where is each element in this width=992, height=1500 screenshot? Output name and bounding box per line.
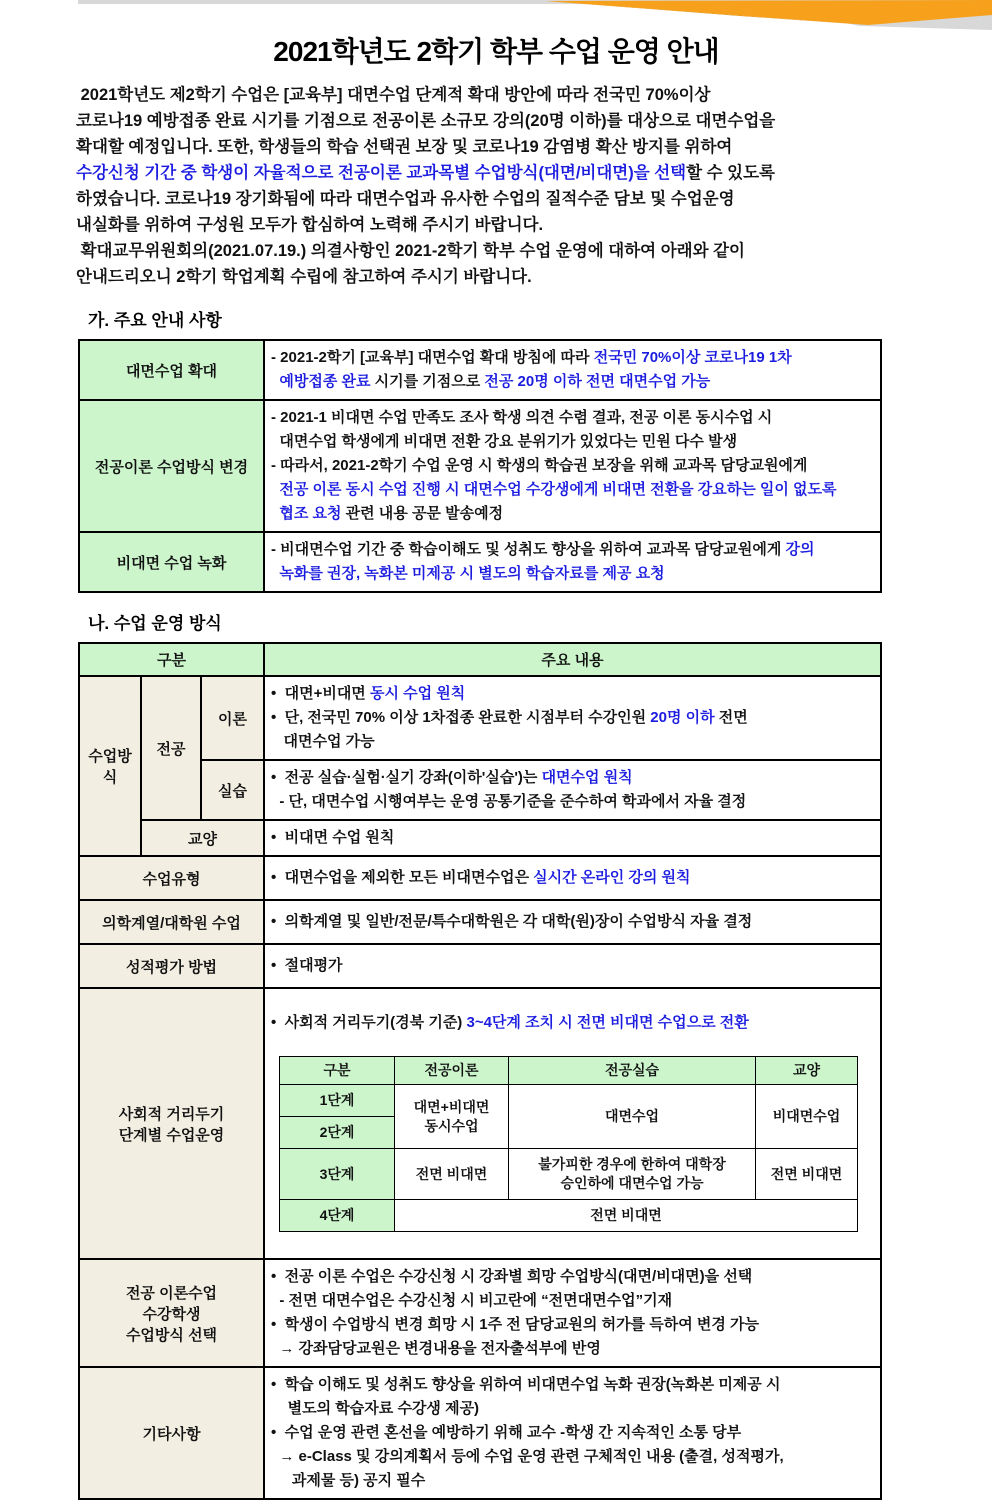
subtable-header-category: 구분	[280, 1057, 395, 1085]
subtable-row-stage1	[280, 1085, 858, 1117]
key-notice-table	[78, 339, 882, 593]
operation-table	[78, 642, 882, 1500]
notice-label-face-to-face-expansion: 대면수업 확대	[79, 340, 264, 400]
content-distancing	[264, 988, 881, 1259]
operation-row-selection	[79, 1259, 881, 1367]
operation-header-category: 구분	[79, 643, 264, 676]
notice-row-method-change	[79, 400, 881, 532]
subtable-label-stage3: 3단계	[280, 1149, 395, 1200]
content-medical: • 의학계열 및 일반/전문/특수대학원은 각 대학(원)장이 수업방식 자율 결정	[264, 900, 881, 944]
subtable-cell-stage12-theory: 대면+비대면 동시수업	[395, 1085, 509, 1149]
section-a-heading: 가. 주요 안내 사항	[88, 311, 222, 330]
content-grading: • 절대평가	[264, 944, 881, 988]
content-liberal-arts: • 비대면 수업 원칙	[264, 820, 881, 856]
notice-row-recording	[79, 532, 881, 592]
label-liberal-arts: 교양	[141, 820, 264, 856]
content-class-type: • 대면수업을 제외한 모든 비대면수업은 실시간 온라인 강의 원칙	[264, 856, 881, 900]
notice-content-method-change: - 2021-1 비대면 수업 만족도 조사 학생 의견 수렴 결과, 전공 이론 동시수업 시 대면수업 학생에게 비대면 전환 강요 분위기가 있었다는 민원 다수 발생 - 따라서, 2021-2학기 수업 운영 시 학생의 학습권 보장을 위해 교과목 담당교원에게 전공 이론 동시 수업 진행 시 대면수업 수강생에게 비대면 전환을 강요하는 일이 없도록 협조 요청 관련 내용 공문 발송예정	[264, 400, 881, 532]
content-practice: • 전공 실습·실험·실기 강좌(이하'실습')는 대면수업 원칙 - 단, 대면수업 시행여부는 운영 공통기준을 준수하여 학과에서 자율 결정	[264, 760, 881, 820]
operation-header-content: 주요 내용	[264, 643, 881, 676]
operation-row-distancing	[79, 988, 881, 1259]
subtable-label-stage1: 1단계	[280, 1085, 395, 1117]
subtable-row-stage4	[280, 1200, 858, 1232]
label-major: 전공	[141, 676, 201, 820]
section-b-heading: 나. 수업 운영 방식	[88, 614, 222, 633]
label-medical: 의학계열/대학원 수업	[79, 900, 264, 944]
notice-content-face-to-face-expansion: - 2021-2학기 [교육부] 대면수업 확대 방침에 따라 전국민 70%이상 코로나19 1차 예방접종 완료 시기를 기점으로 전공 20명 이하 전면 대면수업 가능	[264, 340, 881, 400]
notice-label-recording: 비대면 수업 녹화	[79, 532, 264, 592]
label-etc: 기타사항	[79, 1367, 264, 1499]
notice-row-face-to-face-expansion	[79, 340, 881, 400]
label-distancing: 사회적 거리두기 단계별 수업운영	[79, 988, 264, 1259]
subtable-cell-stage12-liberal: 비대면수업	[756, 1085, 858, 1149]
distancing-subtable	[279, 1056, 858, 1232]
operation-header-row	[79, 643, 881, 676]
content-selection: • 전공 이론 수업은 수강신청 시 강좌별 희망 수업방식(대면/비대면)을 선택 - 전면 대면수업은 수강신청 시 비고란에 “전면대면수업”기재 • 학생이 수업방식 변경 희망 시 1주 전 담당교원의 허가를 득하여 변경 가능 → 강좌담당교원은 변경내용을 전자출석부에 반영	[264, 1259, 881, 1367]
notice-content-recording: - 비대면수업 기간 중 학습이해도 및 성취도 향상을 위하여 교과목 담당교원에게 강의 녹화를 권장, 녹화본 미제공 시 별도의 학습자료를 제공 요청	[264, 532, 881, 592]
operation-row-theory	[79, 676, 881, 760]
label-class-type: 수업유형	[79, 856, 264, 900]
subtable-cell-stage3-practice: 불가피한 경우에 한하여 대학장 승인하에 대면수업 가능	[509, 1149, 756, 1200]
label-theory: 이론	[201, 676, 264, 760]
subtable-header-major-practice: 전공실습	[509, 1057, 756, 1085]
subtable-header-row	[280, 1057, 858, 1085]
subtable-row-stage3	[280, 1149, 858, 1200]
subtable-cell-stage3-theory: 전면 비대면	[395, 1149, 509, 1200]
subtable-cell-stage12-practice: 대면수업	[509, 1085, 756, 1149]
operation-row-liberal-arts	[79, 820, 881, 856]
operation-row-etc	[79, 1367, 881, 1499]
subtable-header-major-theory: 전공이론	[395, 1057, 509, 1085]
label-practice: 실습	[201, 760, 264, 820]
content-etc: • 학습 이해도 및 성취도 향상을 위하여 비대면수업 녹화 권장(녹화본 미제공 시 별도의 학습자료 수강생 제공) • 수업 운영 관련 혼선을 예방하기 위해 교수 -학생 간 지속적인 소통 당부 → e-Class 및 강의계획서 등에 수업 운영 관련 구체적인 내용 (출결, 성적평가, 과제물 등) 공지 필수	[264, 1367, 881, 1499]
subtable-label-stage2: 2단계	[280, 1117, 395, 1149]
label-method: 수업방식	[79, 676, 141, 856]
label-selection: 전공 이론수업 수강학생 수업방식 선택	[79, 1259, 264, 1367]
subtable-cell-stage3-liberal: 전면 비대면	[756, 1149, 858, 1200]
document-title: 2021학년도 2학기 학부 수업 운영 안내	[273, 36, 719, 67]
content-theory: • 대면+비대면 동시 수업 원칙 • 단, 전국민 70% 이상 1차접종 완료한 시점부터 수강인원 20명 이하 전면 대면수업 가능	[264, 676, 881, 760]
notice-label-method-change: 전공이론 수업방식 변경	[79, 400, 264, 532]
subtable-cell-stage4-all: 전면 비대면	[395, 1200, 858, 1232]
operation-row-medical	[79, 900, 881, 944]
label-grading: 성적평가 방법	[79, 944, 264, 988]
distancing-intro-line: • 사회적 거리두기(경북 기준) 3~4단계 조치 시 전면 비대면 수업으로 전환	[271, 1014, 749, 1031]
subtable-header-liberal: 교양	[756, 1057, 858, 1085]
operation-row-class-type	[79, 856, 881, 900]
operation-row-grading	[79, 944, 881, 988]
intro-paragraph: 2021학년도 제2학기 수업은 [교육부] 대면수업 단계적 확대 방안에 따라 전국민 70%이상 코로나19 예방접종 완료 시기를 기점으로 전공이론 소규모 강의(20명 이하)를 대상으로 대면수업을 확대할 예정입니다. 또한, 학생들의 학습 선택권 보장 및 코로나19 감염병 확산 방지를 위하여 수강신청 기간 중 학생이 자율적으로 전공이론 교과목별 수업방식(대면/비대면)을 선택할 수 있도록 하였습니다. 코로나19 장기화됨에 따라 대면수업과 유사한 수업의 질적수준 담보 및 수업운영 내실화를 위하여 구성원 모두가 합심하여 노력해 주시기 바랍니다. 확대교무위원회의(2021.07.19.) 의결사항인 2021-2학기 학부 수업 운영에 대하여 아래와 같이 안내드리오니 2학기 학업계획 수립에 참고하여 주시기 바랍니다.	[76, 86, 776, 286]
subtable-label-stage4: 4단계	[280, 1200, 395, 1232]
